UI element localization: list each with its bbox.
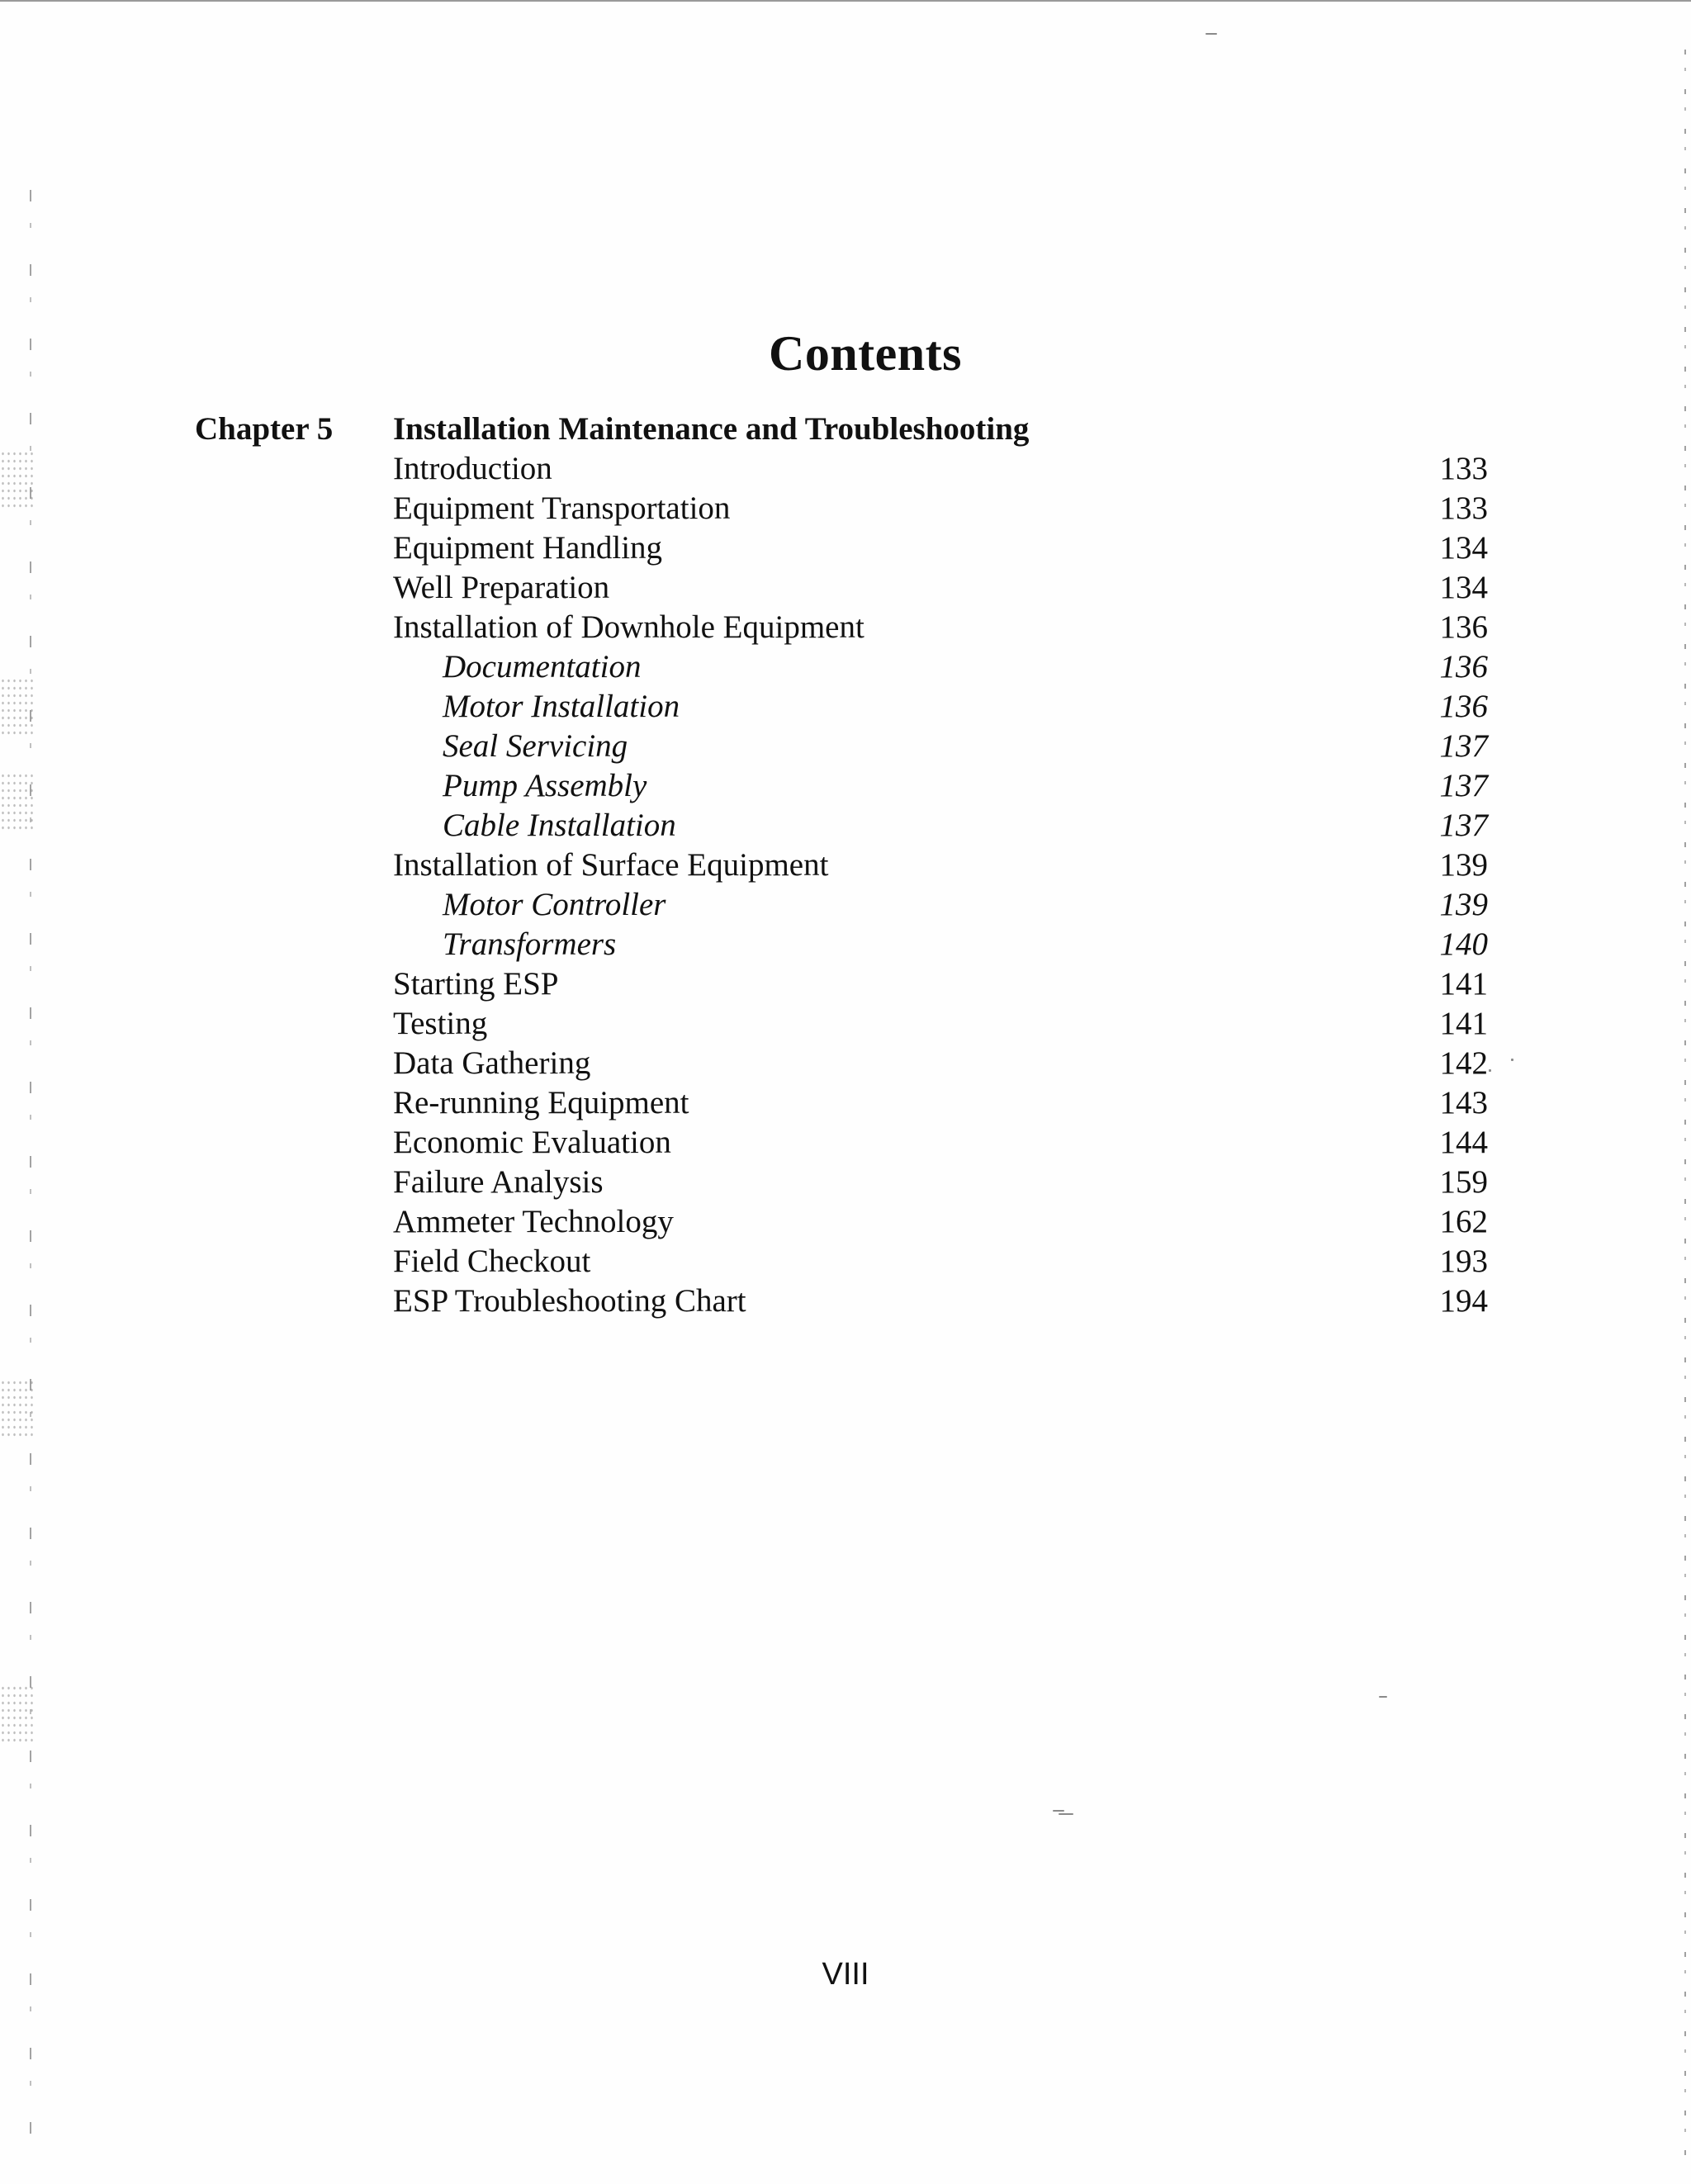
toc-entry-label: Motor Installation xyxy=(443,689,680,724)
toc-entry-label: Installation of Surface Equipment xyxy=(393,847,829,883)
toc-entry-page-number: 140 xyxy=(1439,926,1488,962)
toc-entry-page-number: 137 xyxy=(1439,768,1488,803)
toc-entry[interactable] xyxy=(393,1242,1488,1282)
chapter-label: Chapter 5 xyxy=(195,411,334,447)
toc-entry-page-number: 133 xyxy=(1439,451,1488,486)
toc-entry[interactable] xyxy=(393,1083,1488,1123)
toc-entry-page-number: 136 xyxy=(1439,609,1488,645)
toc-entry[interactable] xyxy=(393,528,1488,568)
toc-entry-label: Equipment Transportation xyxy=(393,490,731,526)
toc-entry[interactable] xyxy=(393,1044,1488,1083)
toc-entry-label: Economic Evaluation xyxy=(393,1125,671,1160)
toc-entry-page-number: 137 xyxy=(1439,728,1488,764)
table-of-contents xyxy=(393,449,1488,1321)
scan-speckle xyxy=(0,772,33,830)
toc-entry-label: Equipment Handling xyxy=(393,530,663,566)
toc-entry-page-number: 139 xyxy=(1439,847,1488,883)
toc-entry-page-number: 133 xyxy=(1439,490,1488,526)
toc-entry-label: Pump Assembly xyxy=(443,768,647,803)
toc-entry-page-number: 136 xyxy=(1439,649,1488,685)
toc-entry-label: Cable Installation xyxy=(443,808,676,843)
toc-entry-page-number: 134 xyxy=(1439,570,1488,605)
toc-entry[interactable] xyxy=(393,727,1488,766)
chapter-title: Installation Maintenance and Troubleshooting xyxy=(393,411,1030,447)
toc-entry[interactable] xyxy=(393,1202,1488,1242)
scan-speckle xyxy=(0,1379,33,1437)
scan-edge-top xyxy=(0,0,1691,2)
scan-speck xyxy=(1053,1810,1064,1812)
toc-entry[interactable] xyxy=(393,647,1488,687)
toc-entry-label: Data Gathering xyxy=(393,1045,591,1081)
toc-entry-label: Seal Servicing xyxy=(443,728,628,764)
toc-entry[interactable] xyxy=(393,1282,1488,1321)
toc-entry[interactable] xyxy=(393,608,1488,647)
toc-entry-page-number: 142 xyxy=(1439,1045,1488,1081)
page-number: VIII xyxy=(822,1957,869,1992)
toc-entry[interactable] xyxy=(393,1163,1488,1202)
toc-entry-label: Transformers xyxy=(443,926,617,962)
toc-entry[interactable] xyxy=(393,568,1488,608)
toc-entry-label: Introduction xyxy=(393,451,552,486)
scan-speck xyxy=(1059,1813,1073,1815)
toc-entry-page-number: 159 xyxy=(1439,1164,1488,1200)
toc-entry[interactable] xyxy=(393,806,1488,846)
toc-entry[interactable] xyxy=(393,885,1488,925)
toc-entry-label: Testing xyxy=(393,1006,488,1041)
toc-entry-page-number: 139 xyxy=(1439,887,1488,922)
toc-entry-label: Ammeter Technology xyxy=(393,1204,674,1239)
toc-entry-page-number: 141 xyxy=(1439,966,1488,1002)
toc-entry[interactable] xyxy=(393,766,1488,806)
toc-entry[interactable] xyxy=(393,1123,1488,1163)
toc-entry-page-number: 136 xyxy=(1439,689,1488,724)
toc-entry-label: Failure Analysis xyxy=(393,1164,604,1200)
toc-entry[interactable] xyxy=(393,449,1488,489)
toc-entry-label: Motor Controller xyxy=(443,887,666,922)
toc-entry-label: Field Checkout xyxy=(393,1244,591,1279)
scan-speckle xyxy=(0,450,33,508)
toc-entry-page-number: 162 xyxy=(1439,1204,1488,1239)
toc-entry-page-number: 141 xyxy=(1439,1006,1488,1041)
toc-entry-page-number: 134 xyxy=(1439,530,1488,566)
scan-speck xyxy=(1511,1059,1513,1061)
toc-entry-label: Starting ESP xyxy=(393,966,559,1002)
page-title: Contents xyxy=(768,326,962,381)
toc-entry-page-number: 137 xyxy=(1439,808,1488,843)
scan-speckle xyxy=(0,1684,33,1742)
toc-entry-label: Re-running Equipment xyxy=(393,1085,689,1120)
toc-entry-label: Well Preparation xyxy=(393,570,610,605)
toc-entry-page-number: 193 xyxy=(1439,1244,1488,1279)
toc-entry-page-number: 143 xyxy=(1439,1085,1488,1120)
toc-entry[interactable] xyxy=(393,687,1488,727)
toc-entry-label: ESP Troubleshooting Chart xyxy=(393,1283,746,1319)
toc-entry[interactable] xyxy=(393,925,1488,964)
toc-entry-page-number: 194 xyxy=(1439,1283,1488,1319)
scan-speck xyxy=(1489,1069,1491,1072)
toc-entry-page-number: 144 xyxy=(1439,1125,1488,1160)
toc-entry-label: Installation of Downhole Equipment xyxy=(393,609,864,645)
toc-entry[interactable] xyxy=(393,1004,1488,1044)
scan-speck xyxy=(1205,33,1217,35)
toc-entry[interactable] xyxy=(393,846,1488,885)
scan-speck xyxy=(1379,1696,1387,1698)
toc-entry[interactable] xyxy=(393,489,1488,528)
toc-entry-label: Documentation xyxy=(443,649,642,685)
scan-speckle xyxy=(0,677,33,735)
toc-entry[interactable] xyxy=(393,964,1488,1004)
